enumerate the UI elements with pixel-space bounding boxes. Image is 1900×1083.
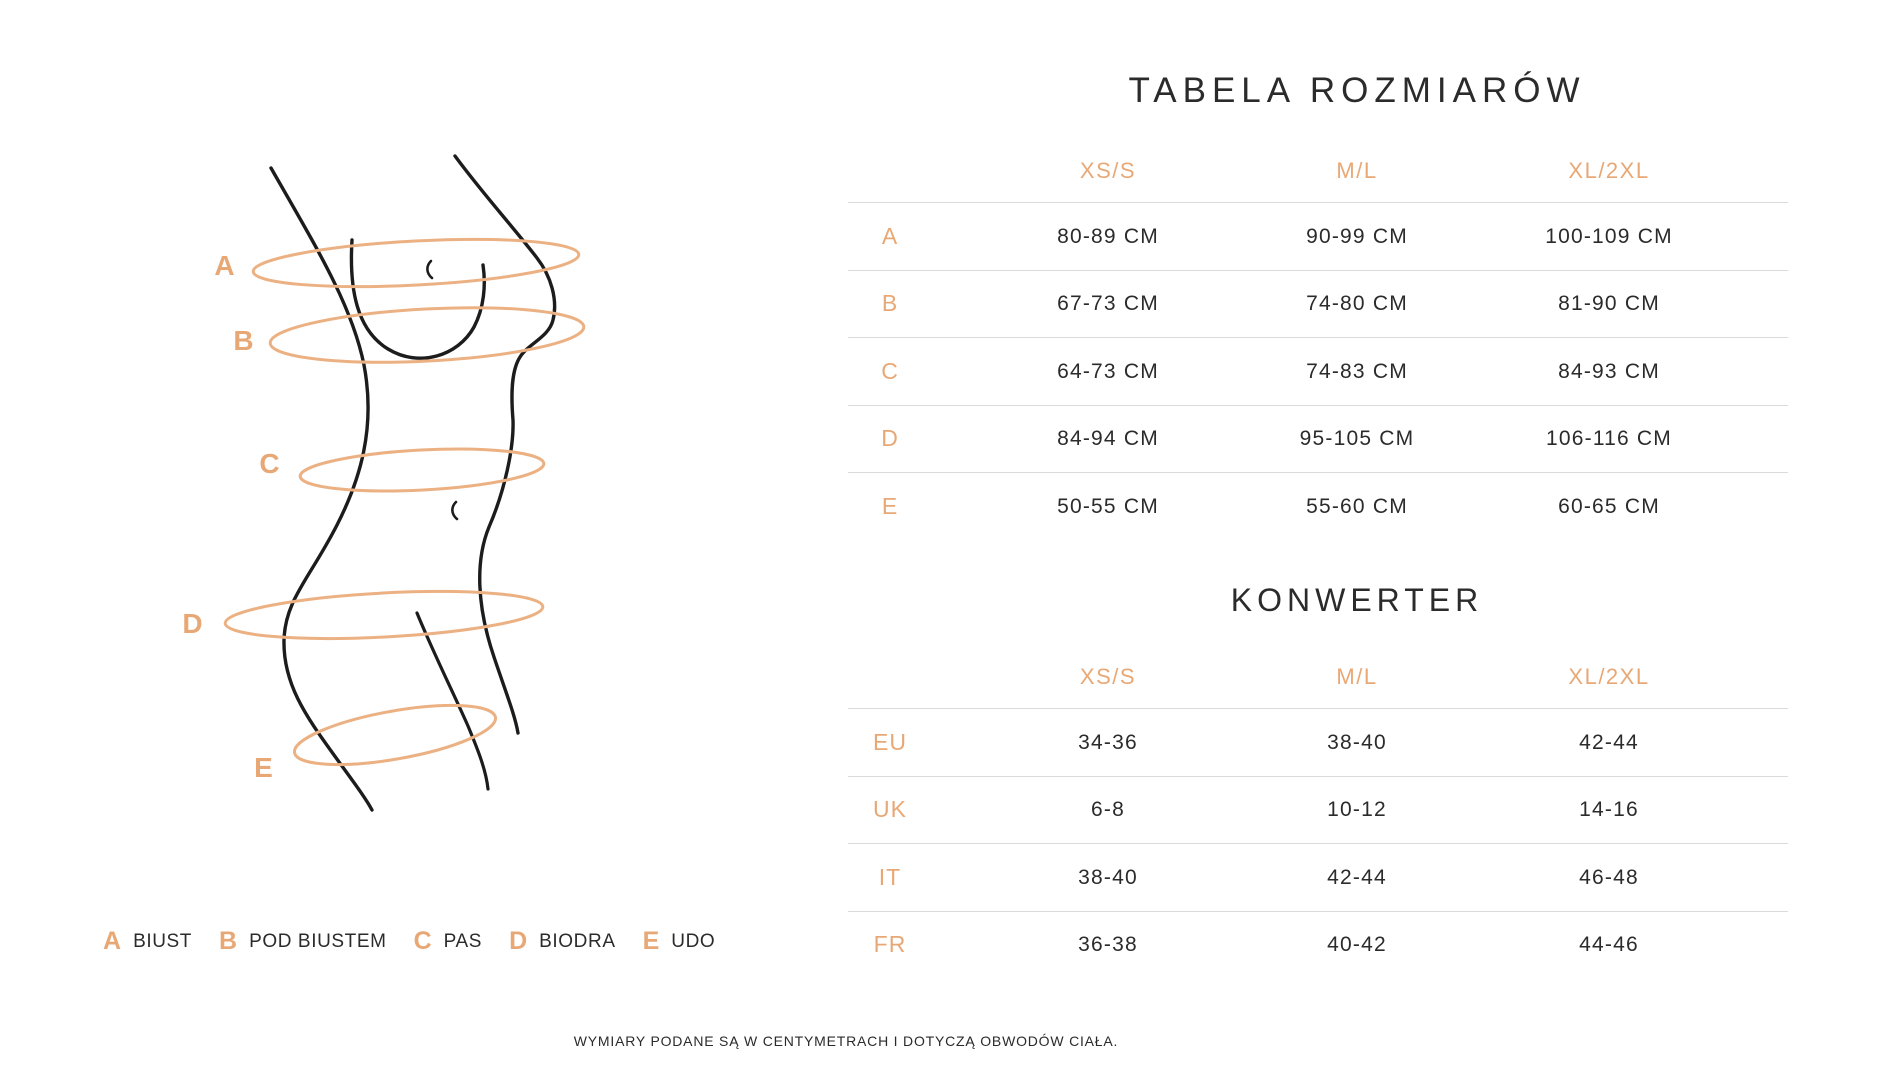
legend-item — [509, 929, 616, 954]
column-header: M/L — [1336, 158, 1378, 183]
conv-table-row — [848, 911, 1788, 979]
value-cell: 46-48 — [1579, 865, 1639, 889]
value-cell: 10-12 — [1327, 798, 1387, 822]
value-cell: 42-44 — [1327, 865, 1387, 889]
legend-letter: B — [219, 927, 238, 955]
legend-letter: C — [413, 927, 432, 955]
measurement-ellipse-bust — [252, 232, 580, 293]
row-label: A — [881, 222, 899, 249]
size-table-row — [848, 472, 1788, 540]
value-cell: 64-73 CM — [1057, 359, 1159, 383]
value-cell: 95-105 CM — [1299, 427, 1415, 451]
value-cell: 100-109 CM — [1545, 224, 1673, 248]
body-measurement-figure — [0, 0, 700, 880]
legend-label: BIUST — [133, 931, 193, 952]
converter-title: KONWERTER — [1230, 582, 1484, 618]
value-cell: 80-89 CM — [1057, 224, 1159, 248]
size-table-header-row — [848, 140, 1788, 202]
value-cell: 60-65 CM — [1558, 494, 1660, 518]
value-cell: 84-94 CM — [1057, 427, 1159, 451]
legend-label: BIODRA — [539, 931, 616, 952]
value-cell: 106-116 CM — [1545, 427, 1672, 451]
figure-marker-b: B — [233, 325, 255, 356]
navel-mark — [452, 502, 457, 519]
row-label: D — [881, 425, 899, 452]
measurement-ellipse-hips — [224, 585, 544, 646]
figure-marker-a: A — [214, 250, 236, 281]
row-label: FR — [873, 931, 907, 958]
nipple-mark — [427, 261, 432, 278]
conv-table-row — [848, 708, 1788, 776]
value-cell: 74-83 CM — [1306, 359, 1408, 383]
conv-table-row — [848, 776, 1788, 844]
row-label: E — [881, 492, 899, 519]
legend-item — [219, 929, 387, 954]
footer-note: WYMIARY PODANE SĄ W CENTYMETRACH I DOTYCZĄ OBWODÓW CIAŁA. — [573, 1033, 1119, 1049]
value-cell: 44-46 — [1579, 933, 1639, 957]
measurement-legend — [103, 929, 715, 954]
legend-item — [103, 929, 192, 954]
value-cell: 55-60 CM — [1306, 494, 1408, 518]
value-cell: 42-44 — [1579, 730, 1639, 754]
corner-cell — [848, 140, 932, 202]
legend-label: UDO — [671, 931, 716, 952]
corner-cell — [848, 645, 932, 708]
value-cell: 38-40 — [1327, 730, 1387, 754]
figure-marker-c: C — [259, 448, 281, 479]
value-cell: 67-73 CM — [1057, 292, 1159, 316]
row-label: UK — [873, 796, 907, 823]
value-cell: 74-80 CM — [1306, 292, 1408, 316]
legend-letter: A — [103, 927, 122, 955]
legend-item — [414, 929, 482, 954]
inner-leg-line — [417, 613, 488, 789]
column-header: XS/S — [1079, 158, 1137, 183]
value-cell: 38-40 — [1078, 865, 1138, 889]
legend-letter: E — [642, 927, 660, 955]
legend-item — [643, 929, 716, 954]
legend-label: PAS — [443, 931, 483, 952]
row-label: B — [881, 290, 899, 317]
value-cell: 40-42 — [1327, 933, 1387, 957]
column-header: XL/2XL — [1568, 663, 1650, 689]
value-cell: 6-8 — [1091, 798, 1125, 822]
value-cell: 84-93 CM — [1558, 359, 1660, 383]
row-label: EU — [873, 728, 907, 755]
conv-table-header-row — [848, 645, 1788, 708]
row-label: IT — [878, 863, 902, 890]
figure-marker-d: D — [182, 608, 204, 639]
legend-letter: D — [509, 927, 528, 955]
column-header: M/L — [1336, 663, 1378, 689]
value-cell: 90-99 CM — [1306, 224, 1408, 248]
breast-curve — [351, 240, 484, 358]
body-silhouette-illustration — [0, 0, 700, 880]
size-table-row — [848, 270, 1788, 338]
legend-label: POD BIUSTEM — [249, 931, 387, 952]
size-table — [848, 140, 1788, 540]
size-table-title: TABELA ROZMIARÓW — [1128, 71, 1586, 110]
size-table-row — [848, 337, 1788, 405]
size-table-row — [848, 202, 1788, 270]
value-cell: 36-38 — [1078, 933, 1138, 957]
figure-marker-e: E — [254, 752, 274, 783]
converter-table — [848, 645, 1788, 978]
column-header: XS/S — [1079, 663, 1137, 689]
conv-table-row — [848, 843, 1788, 911]
value-cell: 81-90 CM — [1558, 292, 1660, 316]
row-label: C — [881, 357, 899, 384]
value-cell: 34-36 — [1078, 730, 1138, 754]
value-cell: 50-55 CM — [1057, 494, 1159, 518]
value-cell: 14-16 — [1579, 798, 1639, 822]
size-table-row — [848, 405, 1788, 473]
column-header: XL/2XL — [1568, 158, 1650, 183]
